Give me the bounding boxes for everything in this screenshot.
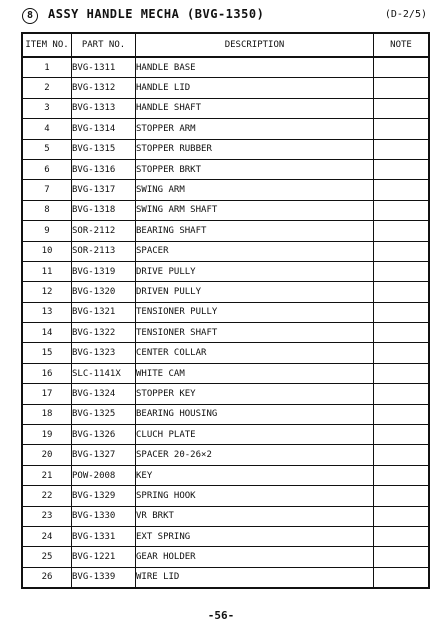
note-cell — [374, 445, 429, 465]
table-row — [23, 506, 429, 526]
description-cell: STOPPER RUBBER — [136, 139, 374, 159]
description-cell: VR BRKT — [136, 506, 374, 526]
note-cell — [374, 506, 429, 526]
note-cell — [374, 180, 429, 200]
table-row — [23, 363, 429, 383]
item-number-cell: 6 — [23, 159, 72, 179]
part-number-cell: BVG-1331 — [72, 526, 136, 546]
item-number-cell: 11 — [23, 261, 72, 281]
part-number-cell: POW-2008 — [72, 465, 136, 485]
description-cell: CLUCH PLATE — [136, 425, 374, 445]
note-cell — [374, 343, 429, 363]
table-row — [23, 567, 429, 587]
description-cell: WIRE LID — [136, 567, 374, 587]
table-row — [23, 98, 429, 118]
description-cell: TENSIONER SHAFT — [136, 323, 374, 343]
note-cell — [374, 78, 429, 98]
table-row — [23, 159, 429, 179]
part-number-cell: SOR-2112 — [72, 221, 136, 241]
note-cell — [374, 323, 429, 343]
part-number-cell: BVG-1319 — [72, 261, 136, 281]
item-number-cell: 16 — [23, 363, 72, 383]
part-number-cell: BVG-1320 — [72, 282, 136, 302]
table-row — [23, 404, 429, 424]
item-number-cell: 26 — [23, 567, 72, 587]
note-cell — [374, 139, 429, 159]
description-cell: SPACER 20-26×2 — [136, 445, 374, 465]
item-number-cell: 9 — [23, 221, 72, 241]
note-cell — [374, 57, 429, 78]
description-cell: HANDLE SHAFT — [136, 98, 374, 118]
part-number-cell: BVG-1311 — [72, 57, 136, 78]
page-code: (D-2/5) — [384, 9, 427, 20]
parts-table-body — [23, 57, 429, 588]
column-header-description: DESCRIPTION — [136, 34, 374, 58]
table-row — [23, 302, 429, 322]
note-cell — [374, 384, 429, 404]
column-header-note: NOTE — [374, 34, 429, 58]
table-row — [23, 323, 429, 343]
part-number-cell: BVG-1322 — [72, 323, 136, 343]
item-number-cell: 24 — [23, 526, 72, 546]
item-number-cell: 22 — [23, 486, 72, 506]
item-number-cell: 7 — [23, 180, 72, 200]
part-number-cell: BVG-1313 — [72, 98, 136, 118]
note-cell — [374, 425, 429, 445]
description-cell: KEY — [136, 465, 374, 485]
item-number-cell: 3 — [23, 98, 72, 118]
note-cell — [374, 221, 429, 241]
note-cell — [374, 363, 429, 383]
part-number-cell: BVG-1318 — [72, 200, 136, 220]
description-cell: BEARING SHAFT — [136, 221, 374, 241]
description-cell: SPACER — [136, 241, 374, 261]
table-row — [23, 526, 429, 546]
note-cell — [374, 567, 429, 587]
item-number-cell: 21 — [23, 465, 72, 485]
note-cell — [374, 282, 429, 302]
part-number-cell: BVG-1326 — [72, 425, 136, 445]
table-row — [23, 200, 429, 220]
item-number-cell: 23 — [23, 506, 72, 526]
part-number-cell: BVG-1339 — [72, 567, 136, 587]
description-cell: WHITE CAM — [136, 363, 374, 383]
part-number-cell: SOR-2113 — [72, 241, 136, 261]
item-number-cell: 4 — [23, 119, 72, 139]
description-cell: HANDLE LID — [136, 78, 374, 98]
part-number-cell: BVG-1314 — [72, 119, 136, 139]
item-number-cell: 10 — [23, 241, 72, 261]
part-number-cell: BVG-1327 — [72, 445, 136, 465]
part-number-cell: BVG-1325 — [72, 404, 136, 424]
note-cell — [374, 98, 429, 118]
parts-table — [22, 33, 429, 588]
note-cell — [374, 261, 429, 281]
table-row — [23, 119, 429, 139]
description-cell: DRIVEN PULLY — [136, 282, 374, 302]
note-cell — [374, 119, 429, 139]
item-number-cell: 14 — [23, 323, 72, 343]
table-row — [23, 465, 429, 485]
part-number-cell: BVG-1316 — [72, 159, 136, 179]
column-header-part-no: PART NO. — [72, 34, 136, 58]
table-row — [23, 343, 429, 363]
item-number-cell: 17 — [23, 384, 72, 404]
part-number-cell: BVG-1317 — [72, 180, 136, 200]
description-cell: STOPPER KEY — [136, 384, 374, 404]
part-number-cell: BVG-1324 — [72, 384, 136, 404]
part-number-cell: SLC-1141X — [72, 363, 136, 383]
description-cell: TENSIONER PULLY — [136, 302, 374, 322]
item-number-cell: 25 — [23, 547, 72, 567]
table-row — [23, 261, 429, 281]
table-row — [23, 221, 429, 241]
description-cell: EXT SPRING — [136, 526, 374, 546]
description-cell: CENTER COLLAR — [136, 343, 374, 363]
description-cell: DRIVE PULLY — [136, 261, 374, 281]
part-number-cell: BVG-1221 — [72, 547, 136, 567]
table-row — [23, 445, 429, 465]
column-header-item-no: ITEM NO. — [23, 34, 72, 58]
part-number-cell: BVG-1329 — [72, 486, 136, 506]
table-row — [23, 57, 429, 78]
table-row — [23, 282, 429, 302]
note-cell — [374, 200, 429, 220]
item-number-cell: 8 — [23, 200, 72, 220]
table-header-row — [23, 34, 429, 58]
note-cell — [374, 159, 429, 179]
note-cell — [374, 404, 429, 424]
table-row — [23, 547, 429, 567]
table-row — [23, 78, 429, 98]
item-number-cell: 5 — [23, 139, 72, 159]
table-row — [23, 241, 429, 261]
part-number-cell: BVG-1312 — [72, 78, 136, 98]
table-row — [23, 425, 429, 445]
description-cell: SWING ARM — [136, 180, 374, 200]
part-number-cell: BVG-1330 — [72, 506, 136, 526]
description-cell: HANDLE BASE — [136, 57, 374, 78]
page-number: -56- — [207, 609, 235, 622]
note-cell — [374, 547, 429, 567]
description-cell: SPRING HOOK — [136, 486, 374, 506]
part-number-cell: BVG-1323 — [72, 343, 136, 363]
description-cell: SWING ARM SHAFT — [136, 200, 374, 220]
table-row — [23, 180, 429, 200]
section-number-badge: 8 — [22, 8, 38, 24]
table-row — [23, 384, 429, 404]
part-number-cell: BVG-1321 — [72, 302, 136, 322]
note-cell — [374, 465, 429, 485]
note-cell — [374, 526, 429, 546]
description-cell: GEAR HOLDER — [136, 547, 374, 567]
item-number-cell: 2 — [23, 78, 72, 98]
note-cell — [374, 302, 429, 322]
item-number-cell: 19 — [23, 425, 72, 445]
item-number-cell: 1 — [23, 57, 72, 78]
note-cell — [374, 486, 429, 506]
item-number-cell: 12 — [23, 282, 72, 302]
description-cell: STOPPER BRKT — [136, 159, 374, 179]
item-number-cell: 18 — [23, 404, 72, 424]
note-cell — [374, 241, 429, 261]
page-title: ASSY HANDLE MECHA (BVG-1350) — [48, 7, 265, 21]
item-number-cell: 20 — [23, 445, 72, 465]
item-number-cell: 15 — [23, 343, 72, 363]
table-row — [23, 139, 429, 159]
page-header — [22, 6, 427, 26]
description-cell: STOPPER ARM — [136, 119, 374, 139]
table-row — [23, 486, 429, 506]
item-number-cell: 13 — [23, 302, 72, 322]
part-number-cell: BVG-1315 — [72, 139, 136, 159]
description-cell: BEARING HOUSING — [136, 404, 374, 424]
